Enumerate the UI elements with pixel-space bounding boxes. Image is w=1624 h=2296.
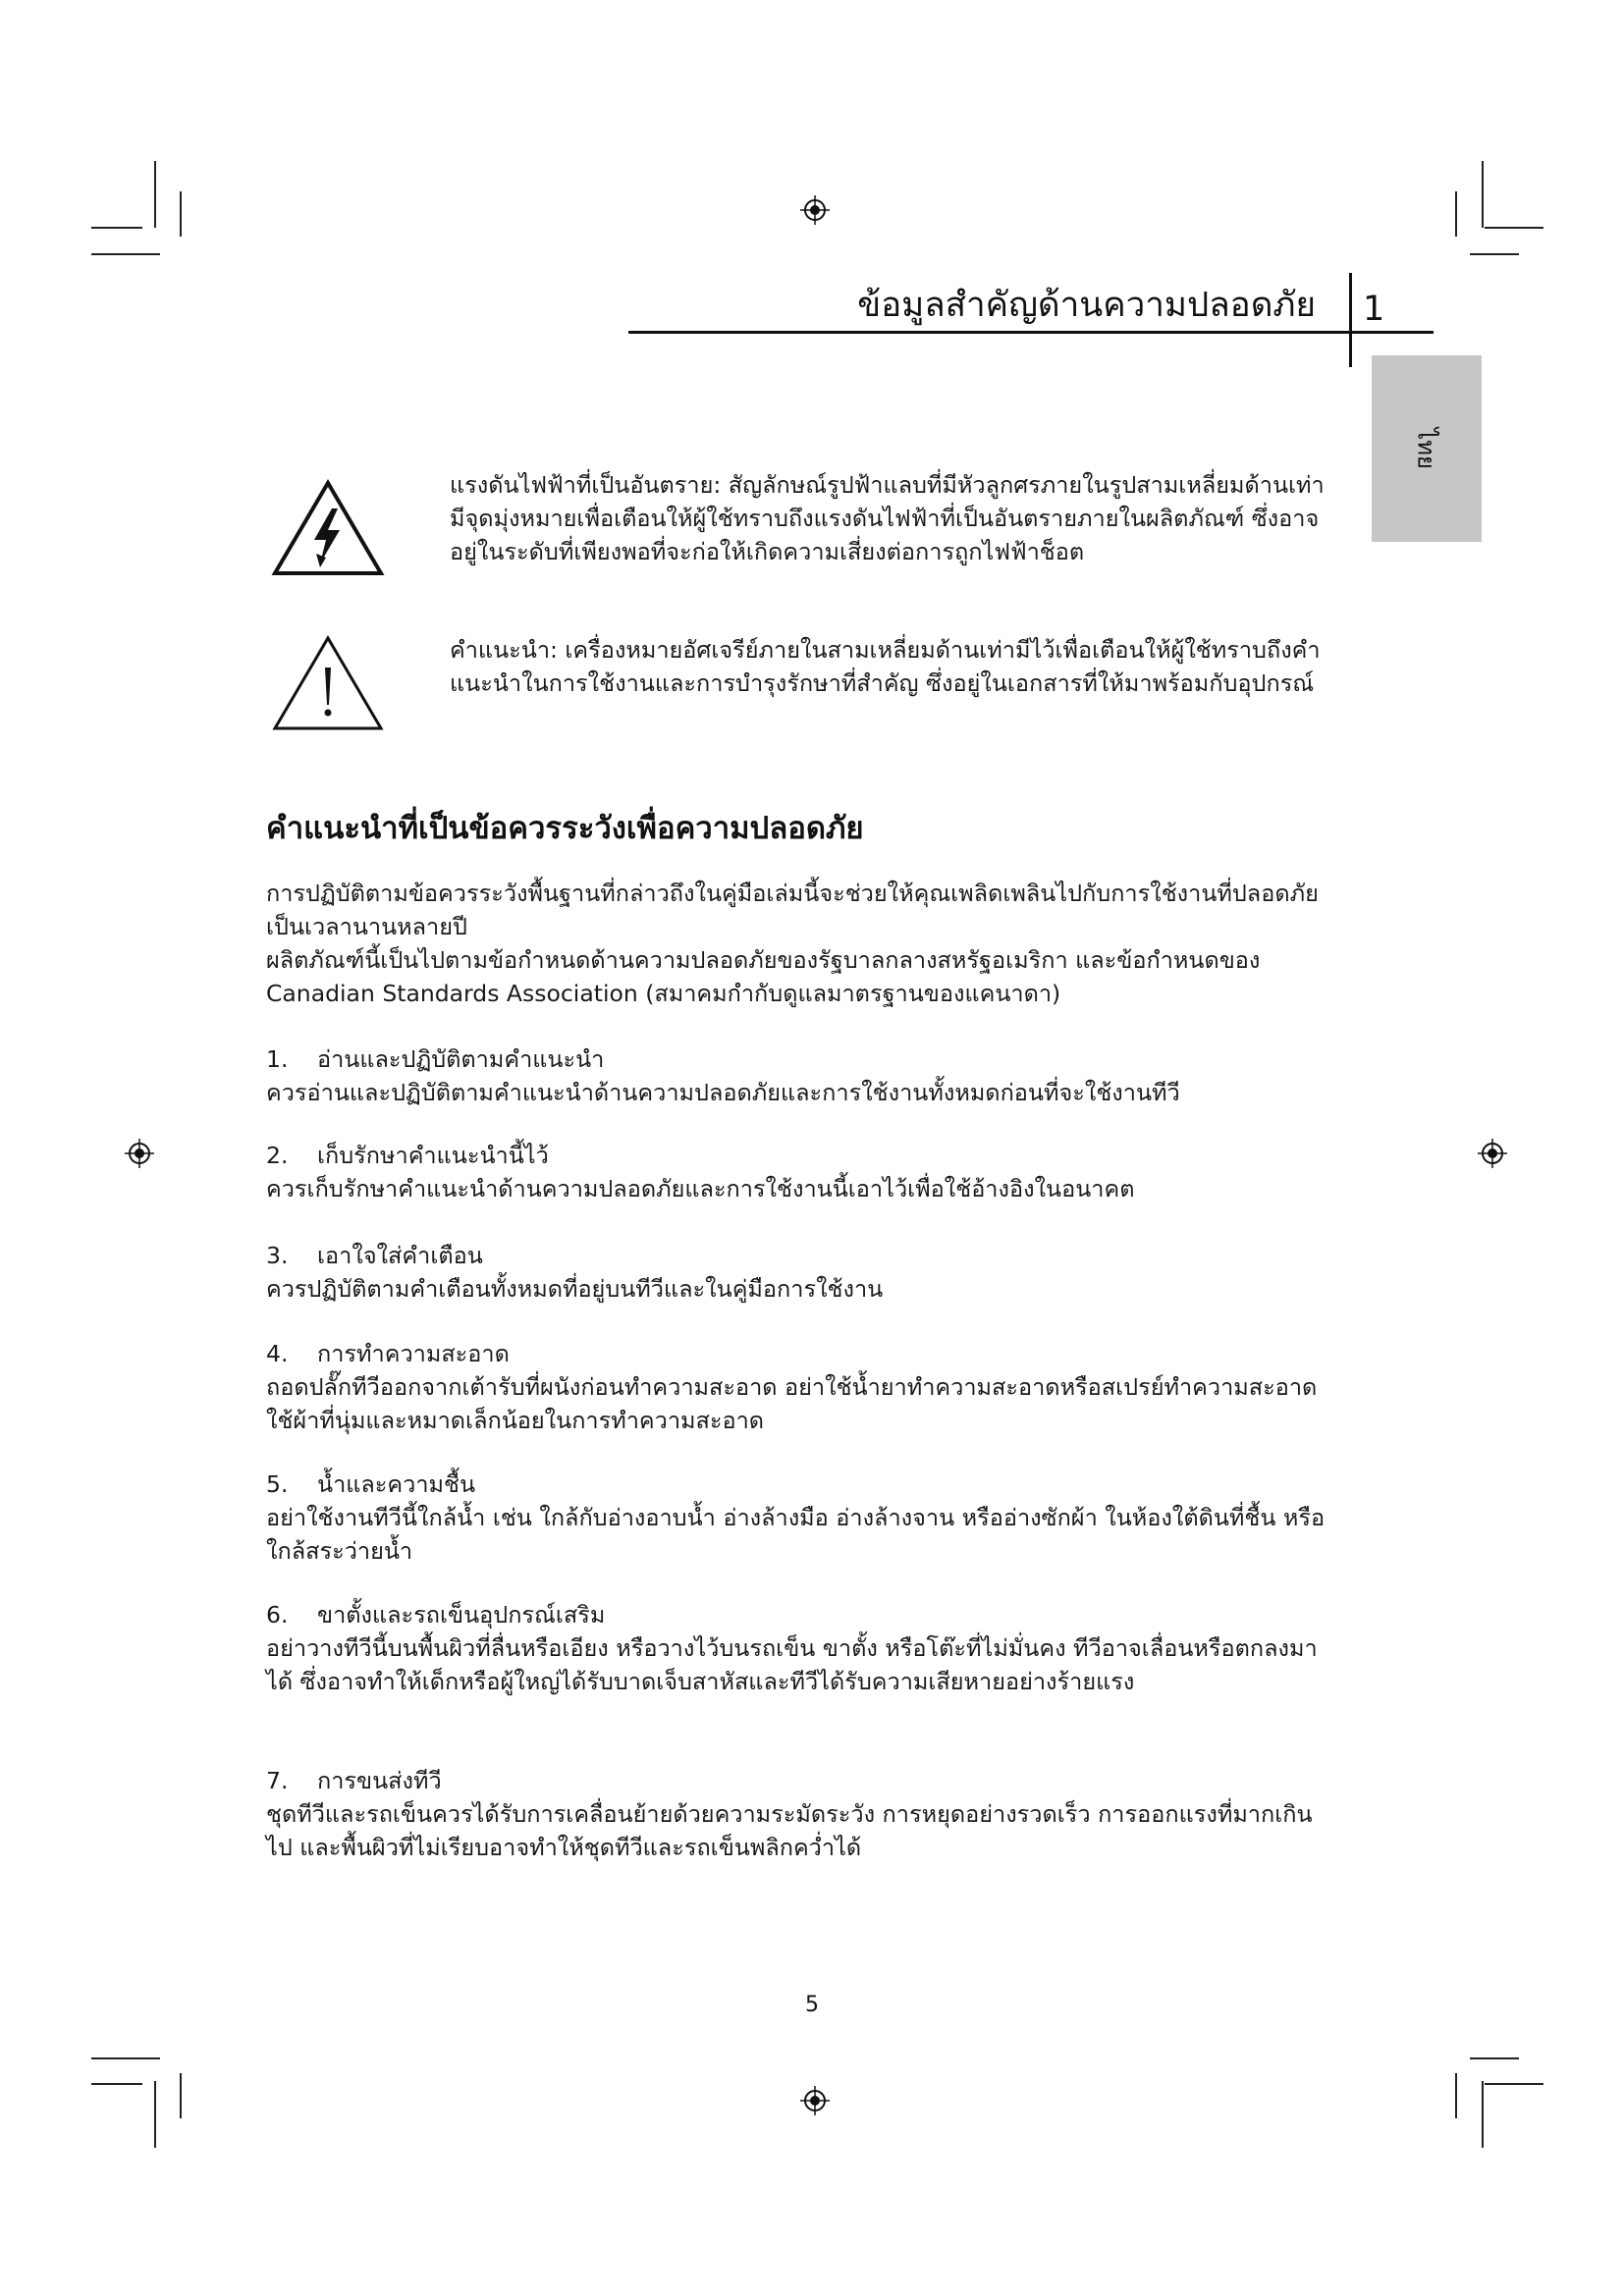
item-title: น้ำและความชื้น <box>317 1470 476 1498</box>
section-title: คำแนะนำที่เป็นข้อควรระวังเพื่อความปลอดภัย <box>266 811 864 846</box>
item-title: เอาใจใส่คำเตือน <box>317 1242 483 1269</box>
item-title: อ่านและปฏิบัติตามคำแนะนำ <box>317 1045 605 1073</box>
item-number: 7. <box>266 1767 289 1794</box>
registration-target-icon <box>1478 1139 1507 1168</box>
registration-target-icon <box>800 2086 830 2115</box>
language-tab-label: ไทย <box>1412 428 1440 469</box>
item-number: 2. <box>266 1142 289 1169</box>
list-item <box>266 1764 1346 1864</box>
language-tab <box>1372 355 1482 542</box>
chapter-rule <box>628 331 1434 334</box>
item-body: ชุดทีวีและรถเข็นควรได้รับการเคลื่อนย้ายด้วยความระมัดระวัง การหยุดอย่างรวดเร็ว การออกแรงที่มากเกินไป และพื้นผิวที่ไม่เรียบอาจทำให้ชุดทีวีและรถเข็นพลิกคว่ำได้ <box>266 1800 1313 1861</box>
item-number: 4. <box>266 1340 289 1367</box>
compliance-paragraph: ผลิตภัณฑ์นี้เป็นไปตามข้อกำหนดด้านความปลอดภัยของรัฐบาลกลางสหรัฐอเมริกา และข้อกำหนดของ Canadian Standards Association (สมาคมกำกับดูแลมาตรฐานของแคนาดา) <box>266 946 1261 1007</box>
list-item <box>266 1139 1346 1205</box>
list-item <box>266 1042 1346 1109</box>
item-number: 1. <box>266 1045 289 1073</box>
intro-paragraph: การปฏิบัติตามข้อควรระวังพื้นฐานที่กล่าวถึงในคู่มือเล่มนี้จะช่วยให้คุณเพลิดเพลินไปกับการใช้งานที่ปลอดภัยเป็นเวลานานหลายปี <box>266 880 1319 940</box>
list-item <box>266 1468 1346 1568</box>
item-number: 5. <box>266 1470 289 1498</box>
item-body: ควรอ่านและปฏิบัติตามคำแนะนำด้านความปลอดภัยและการใช้งานทั้งหมดก่อนที่จะใช้งานทีวี <box>266 1079 1180 1106</box>
list-item <box>266 1239 1346 1306</box>
item-title: เก็บรักษาคำแนะนำนี้ไว้ <box>317 1142 549 1169</box>
item-title: ขาตั้งและรถเข็นอุปกรณ์เสริม <box>317 1601 606 1629</box>
item-number: 3. <box>266 1242 289 1269</box>
registration-target-icon <box>800 195 830 225</box>
chapter-divider <box>1349 273 1352 367</box>
item-body: ถอดปลั๊กทีวีออกจากเต้ารับที่ผนังก่อนทำความสะอาด อย่าใช้น้ำยาทำความสะอาดหรือสเปรย์ทำความสะอาด ใช้ผ้าที่นุ่มและหมาดเล็กน้อยในการทำความสะอาด <box>266 1373 1318 1434</box>
item-body: อย่าใช้งานทีวีนี้ใกล้น้ำ เช่น ใกล้กับอ่างอาบน้ำ อ่างล้างมือ อ่างล้างจาน หรืออ่างซักผ้า ในห้องใต้ดินที่ชื้น หรือใกล้สระว่ายน้ำ <box>266 1504 1326 1565</box>
registration-target-icon <box>125 1139 154 1168</box>
item-body: อย่าวางทีวีนี้บนพื้นผิวที่ลื่นหรือเอียง หรือวางไว้บนรถเข็น ขาตั้ง หรือโต๊ะที่ไม่มั่นคง ทีวีอาจเลื่อนหรือตกลงมาได้ ซึ่งอาจทำให้เด็กหรือผู้ใหญ่ได้รับบาดเจ็บสาหัสและทีวีได้รับความเสียหายอย่างร้ายแรง <box>266 1634 1318 1695</box>
page-number: 5 <box>805 1993 819 2017</box>
item-title: การขนส่งทีวี <box>317 1767 442 1794</box>
chapter-title: ข้อมูลสำคัญด้านความปลอดภัย <box>857 286 1316 325</box>
lightning-warning-icon <box>271 479 385 577</box>
exclamation-warning-icon <box>271 634 385 732</box>
item-body: ควรเก็บรักษาคำแนะนำด้านความปลอดภัยและการใช้งานนี้เอาไว้เพื่อใช้อ้างอิงในอนาคต <box>266 1175 1135 1202</box>
list-item <box>266 1337 1346 1437</box>
instruction-warning-text: คำแนะนำ: เครื่องหมายอัศเจรีย์ภายในสามเหลี่ยมด้านเท่ามีไว้เพื่อเตือนให้ผู้ใช้ทราบถึงคำแนะนำในการใช้งานและการบำรุงรักษาที่สำคัญ ซึ่งอยู่ในเอกสารที่ให้มาพร้อมกับอุปกรณ์ <box>450 636 1321 697</box>
chapter-number: 1 <box>1363 290 1385 329</box>
list-item <box>266 1598 1346 1698</box>
item-title: การทำความสะอาด <box>317 1340 510 1367</box>
item-number: 6. <box>266 1601 289 1629</box>
voltage-warning-text: แรงดันไฟฟ้าที่เป็นอันตราย: สัญลักษณ์รูปฟ้าแลบที่มีหัวลูกศรภายในรูปสามเหลี่ยมด้านเท่ามีจุดมุ่งหมายเพื่อเตือนให้ผู้ใช้ทราบถึงแรงดันไฟฟ้าที่เป็นอันตรายภายในผลิตภัณฑ์ ซึ่งอาจอยู่ในระดับที่เพียงพอที่จะก่อให้เกิดความเสี่ยงต่อการถูกไฟฟ้าช็อต <box>450 471 1325 565</box>
item-body: ควรปฏิบัติตามคำเตือนทั้งหมดที่อยู่บนทีวีและในคู่มือการใช้งาน <box>266 1275 884 1303</box>
